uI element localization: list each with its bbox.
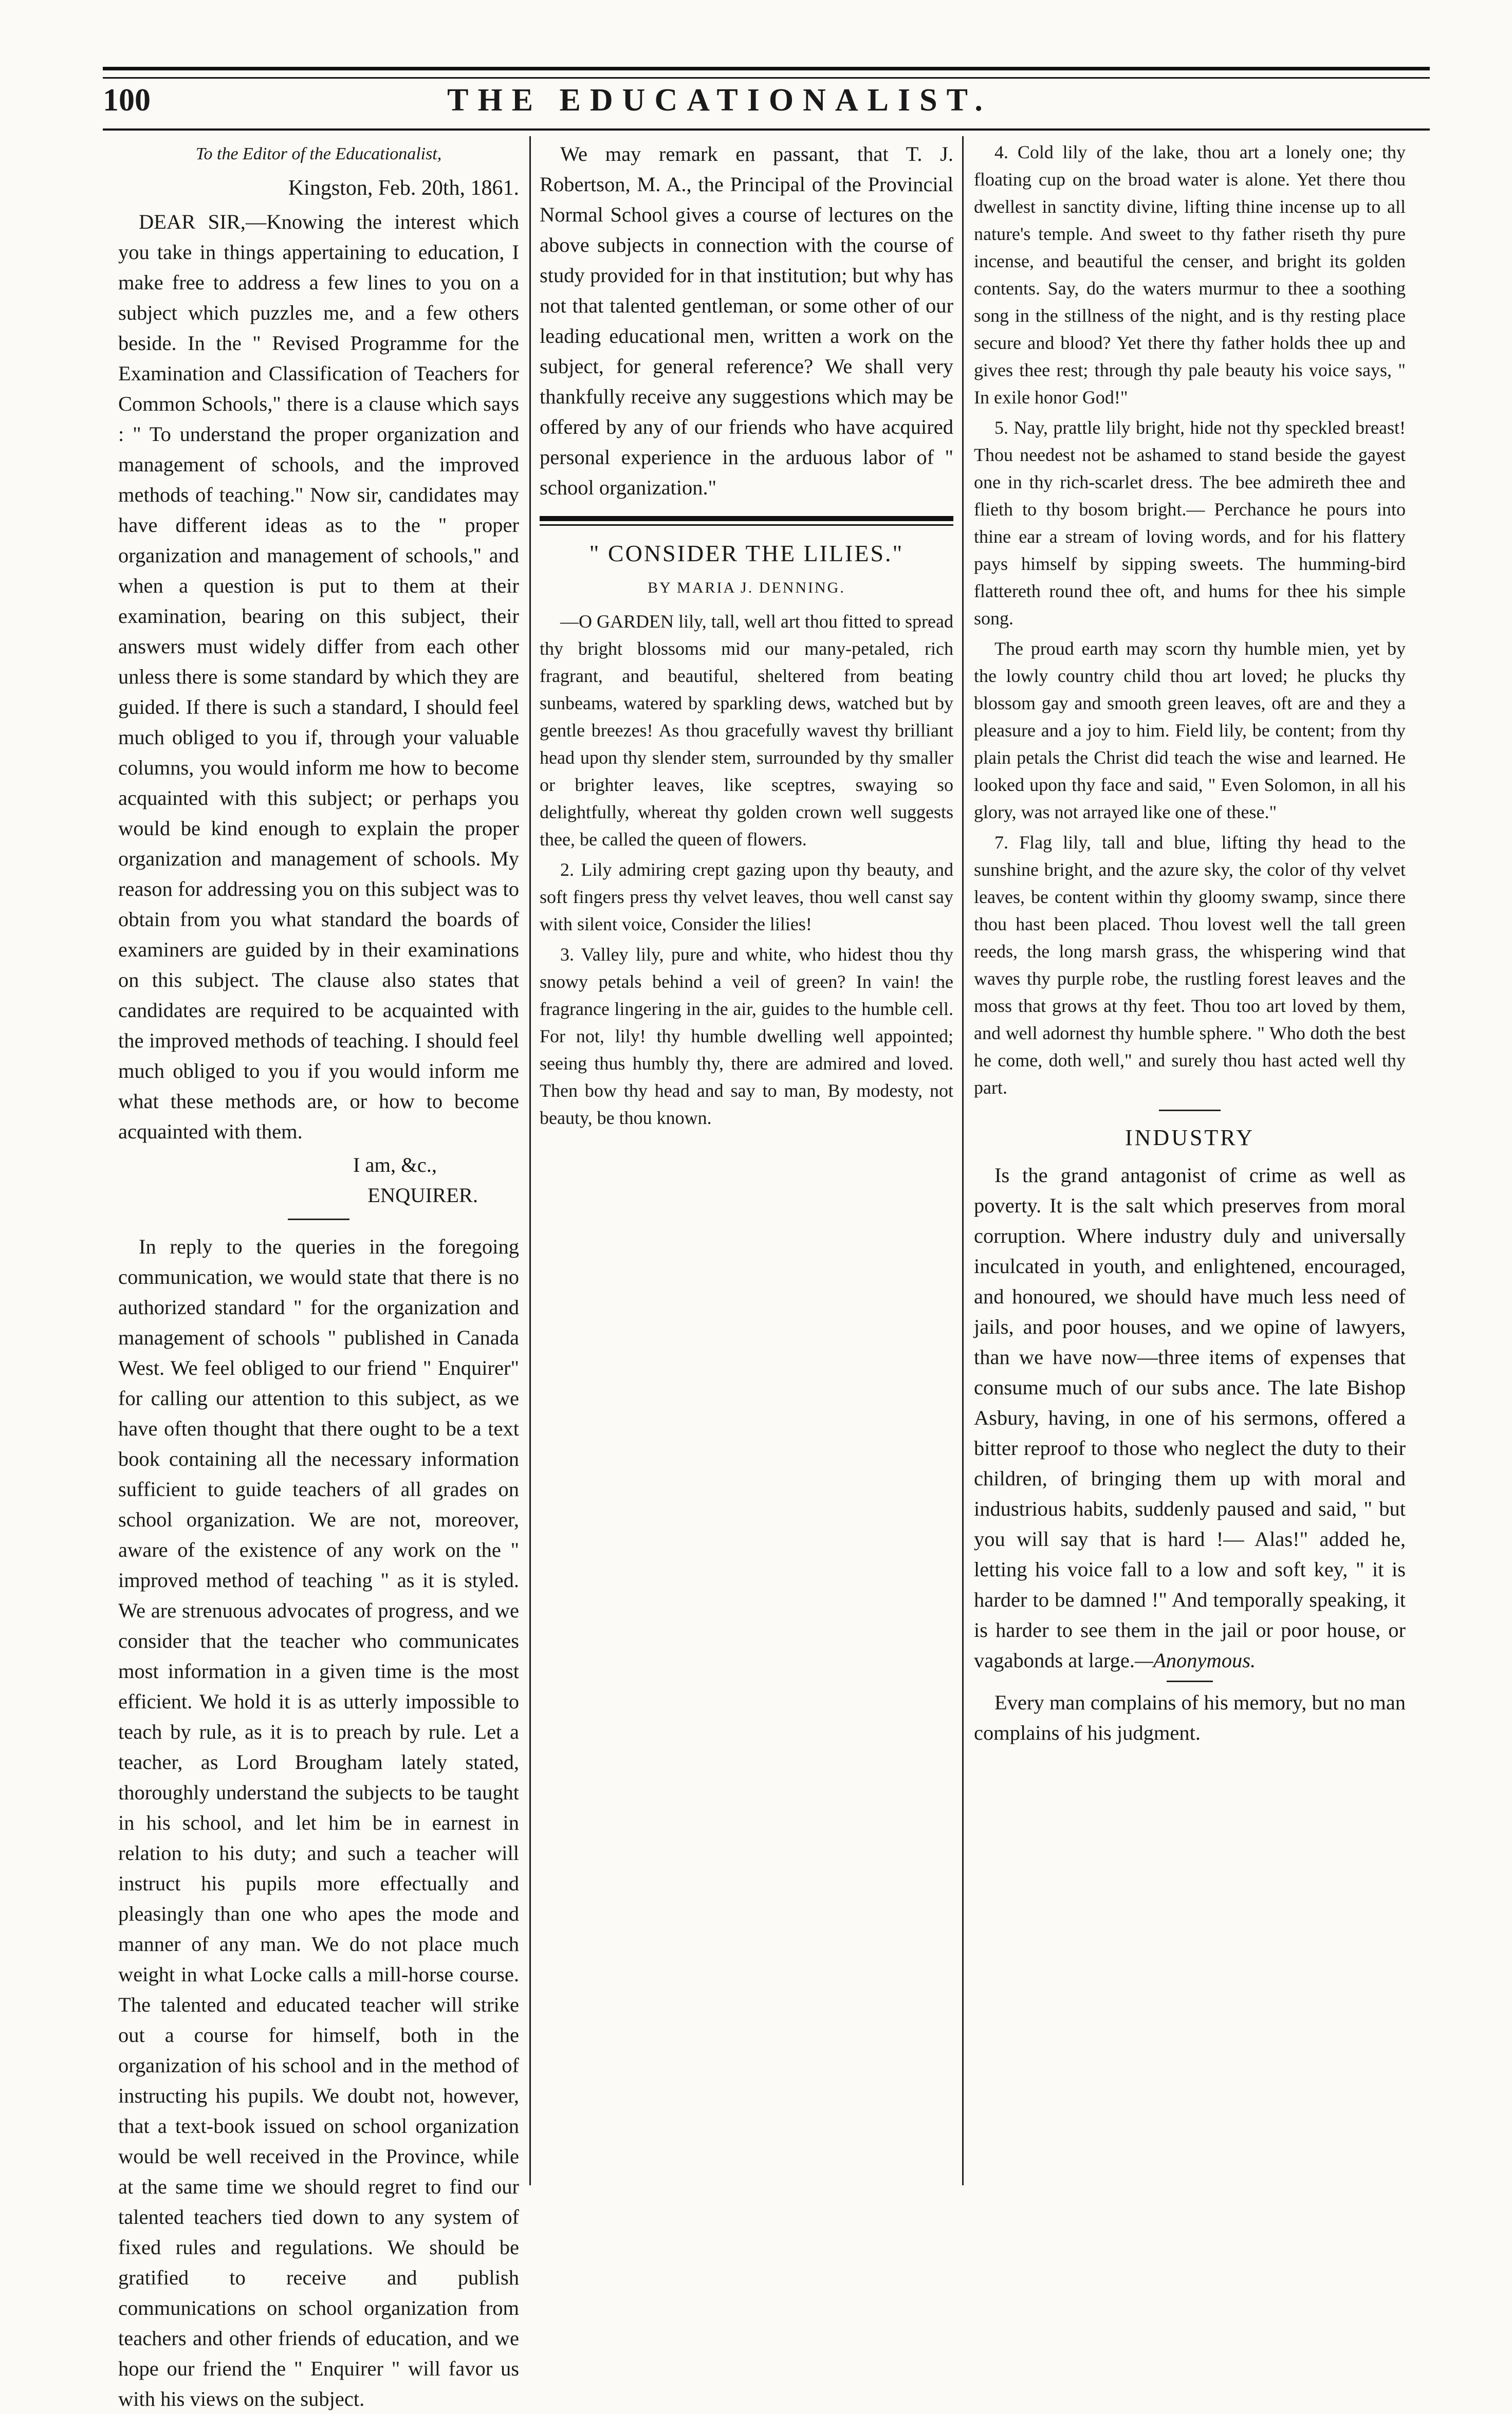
column-divider bbox=[529, 136, 531, 2185]
poem-stanza: The proud earth may scorn thy humble mien, yet by the lowly country child thou art loved; he plucks thy blossom gay and smooth green leaves, oft are and they a pleasure and a joy to him. Field lily, be content; from thy plain petals the Christ did teach the wise and learned. He looked upon thy face and said, " Even Solomon, in all his glory, was not arrayed like one of these." bbox=[974, 638, 1406, 822]
column-3 bbox=[974, 139, 1406, 2196]
column-1 bbox=[118, 139, 519, 2410]
top-rule-thin bbox=[103, 77, 1430, 79]
reply-paragraph-2: We may remark en passant, that T. J. Robertson, M. A., the Principal of the Provincial Normal School gives a course of lectures on the above subjects in connection with the course of study provided for in that institution; but why has not that talented gentleman, or some other of our leading educational men, written a work on the subject, for general reference? We shall very thankfully receive any suggestions which may be offered by any of our friends who have acquired personal experience in the arduous labor of " school organization." bbox=[540, 142, 953, 499]
poem-stanza: 5. Nay, prattle lily bright, hide not thy speckled breast! Thou needest not be ashamed to stand beside the gayest one in thy rich-scarlet dress. The bee admireth thee and flieth to thy bosom bright.— Perchance he pours into thine ear a stream of loving words, and for his flattery pays himself by sipping sweets. The humming-bird flattereth round thee oft, and hums for thee his simple song. bbox=[974, 417, 1406, 629]
poem-stanza: 7. Flag lily, tall and blue, lifting thy head to the sunshine bright, and the azure sky, the color of thy velvet leaves, be content within thy gloomy swamp, since there thou hast been placed. Thou lovest well the tall green reeds, the long marsh grass, the whispering wind that waves thy purple robe, the rustling forest leaves and the moss that grows at thy feet. Thou too art loved by them, and well adornest thy humble sphere. " Who doth the best he come, doth well," and surely thou hast acted well thy part. bbox=[974, 832, 1406, 1098]
industry-text: Is the grand antagonist of crime as well as poverty. It is the salt which preserves from moral corruption. Where industry duly and universally inculcated in youth, and enlightened, encouraged, and honoured, we should have much less need of jails, and poor houses, and we opine of lawyers, than we have now—three items of expenses that consume much of our subs ance. The late Bishop Asbury, having, in one of his sermons, offered a bitter reproof to those who neglect the duty to their children, of bringing them up with moral and industrious habits, suddenly paused and said, " but you will say that is hard !— Alas!" added he, letting his voice fall to a low and soft key, " it is harder to be damned !" And temporally speaking, it is harder to see them in the jail or poor house, or vagabonds at large. bbox=[974, 1164, 1406, 1672]
industry-body bbox=[974, 1160, 1406, 1675]
letter-dateline: Kingston, Feb. 20th, 1861. bbox=[288, 176, 519, 200]
letter-signature: ENQUIRER. bbox=[367, 1184, 478, 1207]
industry-source: —Anonymous. bbox=[1135, 1649, 1256, 1672]
header-rule bbox=[103, 128, 1430, 131]
industry-title: INDUSTRY bbox=[1124, 1125, 1255, 1150]
letter-addressee: To the Editor of the Educationalist, bbox=[195, 144, 442, 163]
article-separator bbox=[540, 516, 953, 526]
poem-stanza: 2. Lily admiring crept gazing upon thy beauty, and soft fingers press thy velvet leaves, thou well canst say with silent voice, Consider the lilies! bbox=[540, 859, 953, 934]
column-2 bbox=[540, 139, 953, 2196]
closing-maxim: Every man complains of his memory, but no man complains of his judgment. bbox=[974, 1691, 1406, 1744]
poem-body bbox=[540, 608, 953, 1132]
poem-title: " CONSIDER THE LILIES." bbox=[589, 540, 904, 566]
page-number: 100 bbox=[103, 83, 151, 118]
poem-stanza: —O GARDEN lily, tall, well art thou fitted to spread thy bright blossoms mid our many-petaled, rich fragrant, and beautiful, sheltered from beating sunbeams, watered by sparkling dews, watched but by gentle breezes! As thou gracefully wavest thy brilliant head upon thy slender stem, surrounded by thy smaller or brighter leaves, like sceptres, swaying so delightfully, whereat thy golden crown well suggests thee, be called the queen of flowers. bbox=[540, 611, 953, 850]
section-rule bbox=[1167, 1681, 1213, 1682]
poem-stanza: 4. Cold lily of the lake, thou art a lonely one; thy floating cup on the broad water is alone. Yet there thou dwellest in sanctity divine, lifting thine incense up to all nature's temple. And sweet to thy father riseth thy pure incense, and beautiful the censer, and bright its golden contents. Say, do the waters murmur to thee a soothing song in the stillness of the night, and is thy resting place secure and blood? Yet there thy father holds thee up and gives thee rest; through thy pale beauty his voice says, " In exile honor God!" bbox=[974, 142, 1406, 408]
poem-byline: BY MARIA J. DENNING. bbox=[648, 579, 845, 596]
letter-closing: I am, &c., bbox=[353, 1153, 437, 1176]
column-divider bbox=[962, 136, 964, 2185]
section-rule bbox=[1159, 1110, 1221, 1111]
running-title: THE EDUCATIONALIST. bbox=[447, 83, 992, 118]
letter-body: DEAR SIR,—Knowing the interest which you take in things appertaining to education, I make free to address a few lines to you on a subject which puzzles me, and a few others beside. In the " Revised Programme for the Examination and Classification of Teachers for Common Schools," there is a clause which says : " To understand the proper organization and management of schools, and the improved methods of teaching." Now sir, candidates may have different ideas as to the " proper organization and management of schools," and when a question is put to them at their examination, bearing on this subject, their answers must widely differ from each other unless there is some standard by which they are guided. If there is such a standard, I should feel much obliged to you if, through your valuable columns, you would inform me how to become acquainted with this subject; or perhaps you would be kind enough to explain the proper organization and management of schools. My reason for addressing you on this subject was to obtain from you what standard the boards of examiners are guided by in their examinations on this subject. The clause also states that candidates are required to be acquainted with the improved methods of teaching. I should feel much obliged to you if you would inform me what these methods are, or how to become acquainted with them. bbox=[118, 210, 519, 1143]
poem-continuation bbox=[974, 139, 1406, 1101]
section-rule bbox=[288, 1219, 349, 1220]
top-rule bbox=[103, 67, 1430, 70]
reply-paragraph-1: In reply to the queries in the foregoing communication, we would state that there is no authorized standard " for the organization and management of schools " published in Canada West. We feel obliged to our friend " Enquirer" for calling our attention to this subject, as we have often thought that there ought to be a text book containing all the necessary information sufficient to guide teachers of all grades on school organization. We are not, moreover, aware of the existence of any work on the " improved method of teaching " as it is styled. We are strenuous advocates of progress, and we consider that the teacher who communicates most information in a given time is the most efficient. We hold it is as utterly impossible to teach by rule, as it is to preach by rule. Let a teacher, as Lord Brougham lately stated, thoroughly understand the subjects to be taught in his school, and let him be in earnest in relation to his duty; and such a teacher will instruct his pupils more effectually and pleasingly than one who apes the mode and manner of any man. We do not place much weight in what Locke calls a mill-horse course. The talented and educated teacher will strike out a course for himself, both in the organization of his school and in the method of instructing his pupils. We doubt not, however, that a text-book issued on school organization would be well received in the Province, while at the same time we should regret to find our talented teachers tied down to any system of fixed rules and regulations. We should be gratified to receive and publish communications on school organization from teachers and other friends of education, and we hope our friend the " Enquirer " will favor us with his views on the subject. bbox=[118, 1235, 519, 2410]
poem-stanza: 3. Valley lily, pure and white, who hidest thou thy snowy petals behind a veil of green? In vain! the fragrance lingering in the air, guides to the humble cell. For not, lily! thy humble dwelling well appointed; seeing thus humbly thy, there are admired and loved. Then bow thy head and say to man, By modesty, not beauty, be thou known. bbox=[540, 944, 953, 1128]
